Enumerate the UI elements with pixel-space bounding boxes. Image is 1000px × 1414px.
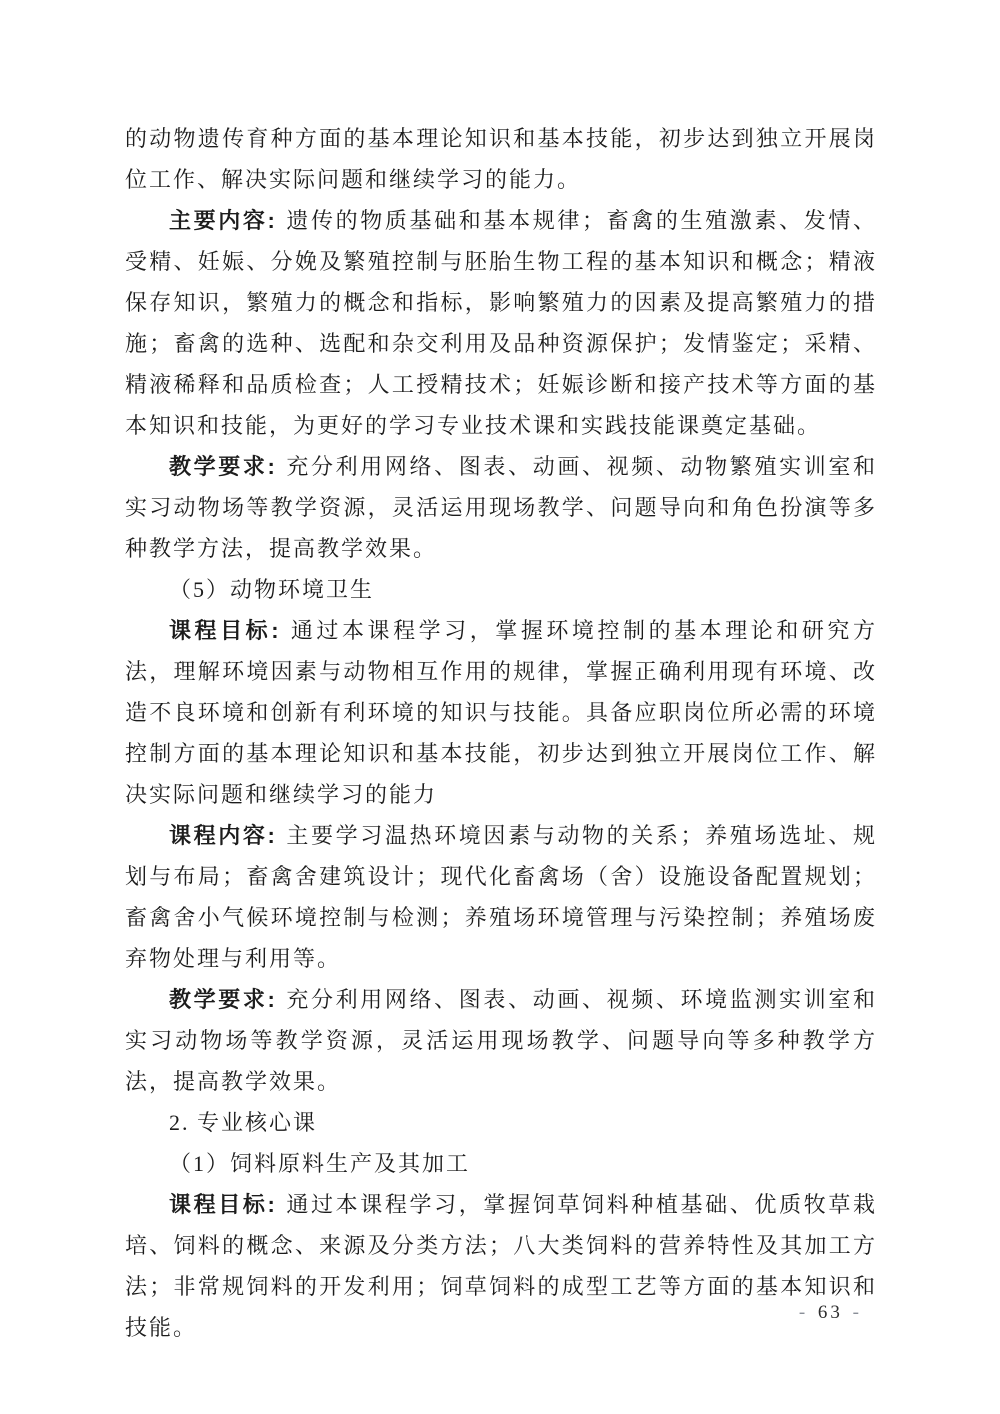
paragraph-text: 充分利用网络、图表、动画、视频、动物繁殖实训室和实习动物场等教学资源，灵活运用现场教学、问题导向和角色扮演等多种教学方法，提高教学效果。 (125, 454, 877, 561)
paragraph-teaching-requirements (125, 979, 877, 1102)
heading-text: （5）动物环境卫生 (169, 577, 375, 602)
paragraph-continuation (125, 118, 877, 200)
page-body-text (125, 118, 877, 1348)
heading-course-item-1 (125, 1143, 877, 1184)
paragraph-teaching-requirements (125, 446, 877, 569)
heading-course-item-5 (125, 569, 877, 610)
paragraph-main-content (125, 200, 877, 446)
paragraph-lead-label: 教学要求: (169, 454, 277, 479)
paragraph-course-objectives (125, 1184, 877, 1348)
page-number-dash-right: - (844, 1302, 862, 1323)
heading-text: （1）饲料原料生产及其加工 (169, 1151, 471, 1176)
paragraph-lead-label: 教学要求: (169, 987, 277, 1012)
page-number (799, 1300, 862, 1326)
paragraph-course-content (125, 815, 877, 979)
paragraph-lead-label: 课程目标: (169, 1192, 277, 1217)
heading-text: 2. 专业核心课 (169, 1110, 318, 1135)
paragraph-text: 的动物遗传育种方面的基本理论知识和基本技能，初步达到独立开展岗位工作、解决实际问题和继续学习的能力。 (125, 126, 877, 192)
paragraph-lead-label: 主要内容: (169, 208, 277, 233)
paragraph-lead-label: 课程内容: (169, 823, 277, 848)
paragraph-lead-label: 课程目标: (169, 618, 281, 643)
heading-section-2-core-courses (125, 1102, 877, 1143)
page-number-dash-left: - (798, 1302, 816, 1323)
paragraph-text: 遗传的物质基础和基本规律；畜禽的生殖激素、发情、受精、妊娠、分娩及繁殖控制与胚胎生物工程的基本知识和概念；精液保存知识，繁殖力的概念和指标，影响繁殖力的因素及提高繁殖力的措施；畜禽的选种、选配和杂交利用及品种资源保护；发情鉴定；采精、精液稀释和品质检查；人工授精技术；妊娠诊断和接产技术等方面的基本知识和技能，为更好的学习专业技术课和实践技能课奠定基础。 (125, 208, 877, 438)
page-number-value: 63 (817, 1302, 843, 1323)
paragraph-course-objectives (125, 610, 877, 815)
paragraph-text: 通过本课程学习，掌握环境控制的基本理论和研究方法，理解环境因素与动物相互作用的规律，掌握正确利用现有环境、改造不良环境和创新有利环境的知识与技能。具备应职岗位所必需的环境控制方面的基本理论知识和基本技能，初步达到独立开展岗位工作、解决实际问题和继续学习的能力 (125, 618, 877, 807)
paragraph-text: 通过本课程学习，掌握饲草饲料种植基础、优质牧草栽培、饲料的概念、来源及分类方法；八大类饲料的营养特性及其加工方法；非常规饲料的开发利用；饲草饲料的成型工艺等方面的基本知识和技能。 (125, 1192, 877, 1340)
paragraph-text: 充分利用网络、图表、动画、视频、环境监测实训室和实习动物场等教学资源，灵活运用现场教学、问题导向等多种教学方法，提高教学效果。 (125, 987, 877, 1094)
paragraph-text: 主要学习温热环境因素与动物的关系；养殖场选址、规划与布局；畜禽舍建筑设计；现代化畜禽场（舍）设施设备配置规划；畜禽舍小气候环境控制与检测；养殖场环境管理与污染控制；养殖场废弃物处理与利用等。 (125, 823, 877, 971)
